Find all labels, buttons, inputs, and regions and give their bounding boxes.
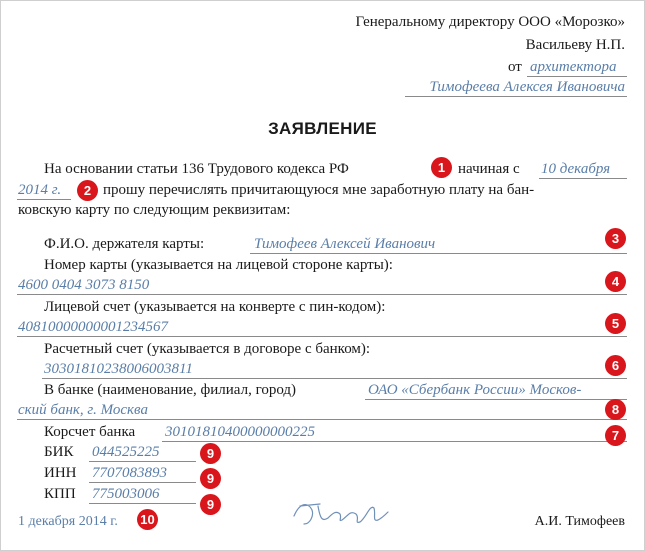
badge-10: 10 bbox=[137, 509, 158, 530]
holder-label: Ф.И.О. держателя карты: bbox=[44, 236, 205, 252]
inn-value: 7707083893 bbox=[92, 465, 167, 481]
settlement-value: 30301810238006003811 bbox=[44, 361, 193, 377]
badge-7: 7 bbox=[605, 425, 626, 446]
intro-part4: ковскую карту по следующим реквизитам: bbox=[18, 202, 291, 218]
badge-8: 8 bbox=[605, 399, 626, 420]
from-name-underline bbox=[405, 96, 627, 97]
badge-4: 4 bbox=[605, 271, 626, 292]
personal-label: Лицевой счет (указывается на конверте с пин-кодом): bbox=[44, 299, 386, 315]
badge-9-kpp: 9 bbox=[200, 494, 221, 515]
from-position-underline bbox=[527, 76, 627, 77]
from-position: архитектора bbox=[530, 59, 617, 75]
intro-date-underline-1 bbox=[539, 178, 627, 179]
kpp-value: 775003006 bbox=[92, 486, 160, 502]
badge-1: 1 bbox=[431, 157, 452, 178]
bank-value-line2: ский банк, г. Москва bbox=[18, 402, 148, 418]
settlement-label: Расчетный счет (указывается в договоре с банком): bbox=[44, 341, 371, 357]
intro-date-part1: 10 декабря bbox=[541, 161, 611, 177]
card-underline bbox=[17, 294, 627, 295]
signer-name: А.И. Тимофеев bbox=[534, 514, 625, 529]
badge-9-bik: 9 bbox=[200, 443, 221, 464]
card-value: 4600 0404 3073 8150 bbox=[18, 277, 150, 293]
bik-value: 044525225 bbox=[92, 444, 160, 460]
intro-date-part2: 2014 г. bbox=[18, 182, 62, 198]
bank-underline-1 bbox=[365, 399, 627, 400]
footer-date: 1 декабря 2014 г. bbox=[18, 514, 118, 529]
from-name: Тимофеева Алексея Ивановича bbox=[429, 79, 625, 95]
holder-underline bbox=[250, 253, 627, 254]
inn-underline bbox=[89, 482, 196, 483]
badge-5: 5 bbox=[605, 313, 626, 334]
badge-9-inn: 9 bbox=[200, 468, 221, 489]
addressee-line2: Васильеву Н.П. bbox=[525, 37, 625, 53]
intro-date-underline-2 bbox=[17, 199, 71, 200]
card-label: Номер карты (указывается на лицевой стороне карты): bbox=[44, 257, 393, 273]
badge-3: 3 bbox=[605, 228, 626, 249]
addressee-line1: Генеральному директору ООО «Морозко» bbox=[355, 14, 625, 30]
intro-part1: На основании статьи 136 Трудового кодекса РФ bbox=[44, 161, 349, 177]
bank-value-line1: ОАО «Сбербанк России» Москов- bbox=[368, 382, 582, 398]
bank-label: В банке (наименование, филиал, город) bbox=[44, 382, 297, 398]
intro-part3: прошу перечислять причитающуюся мне заработную плату на бан- bbox=[103, 182, 535, 198]
corr-value: 30101810400000000225 bbox=[165, 424, 315, 440]
signature-image bbox=[290, 496, 390, 532]
corr-label: Корсчет банка bbox=[44, 424, 136, 440]
intro-part2: начиная с bbox=[458, 161, 520, 177]
personal-underline bbox=[17, 336, 627, 337]
settlement-underline bbox=[42, 378, 627, 379]
badge-2: 2 bbox=[77, 180, 98, 201]
bik-label: БИК bbox=[44, 444, 74, 460]
corr-underline bbox=[162, 441, 627, 442]
kpp-underline bbox=[89, 503, 196, 504]
kpp-label: КПП bbox=[44, 486, 76, 502]
bik-underline bbox=[89, 461, 196, 462]
holder-value: Тимофеев Алексей Иванович bbox=[254, 236, 436, 252]
badge-6: 6 bbox=[605, 355, 626, 376]
bank-underline-2 bbox=[17, 419, 627, 420]
from-label: от bbox=[508, 59, 522, 75]
personal-value: 40810000000001234567 bbox=[18, 319, 168, 335]
inn-label: ИНН bbox=[44, 465, 77, 481]
document-title: ЗАЯВЛЕНИЕ bbox=[268, 119, 377, 138]
